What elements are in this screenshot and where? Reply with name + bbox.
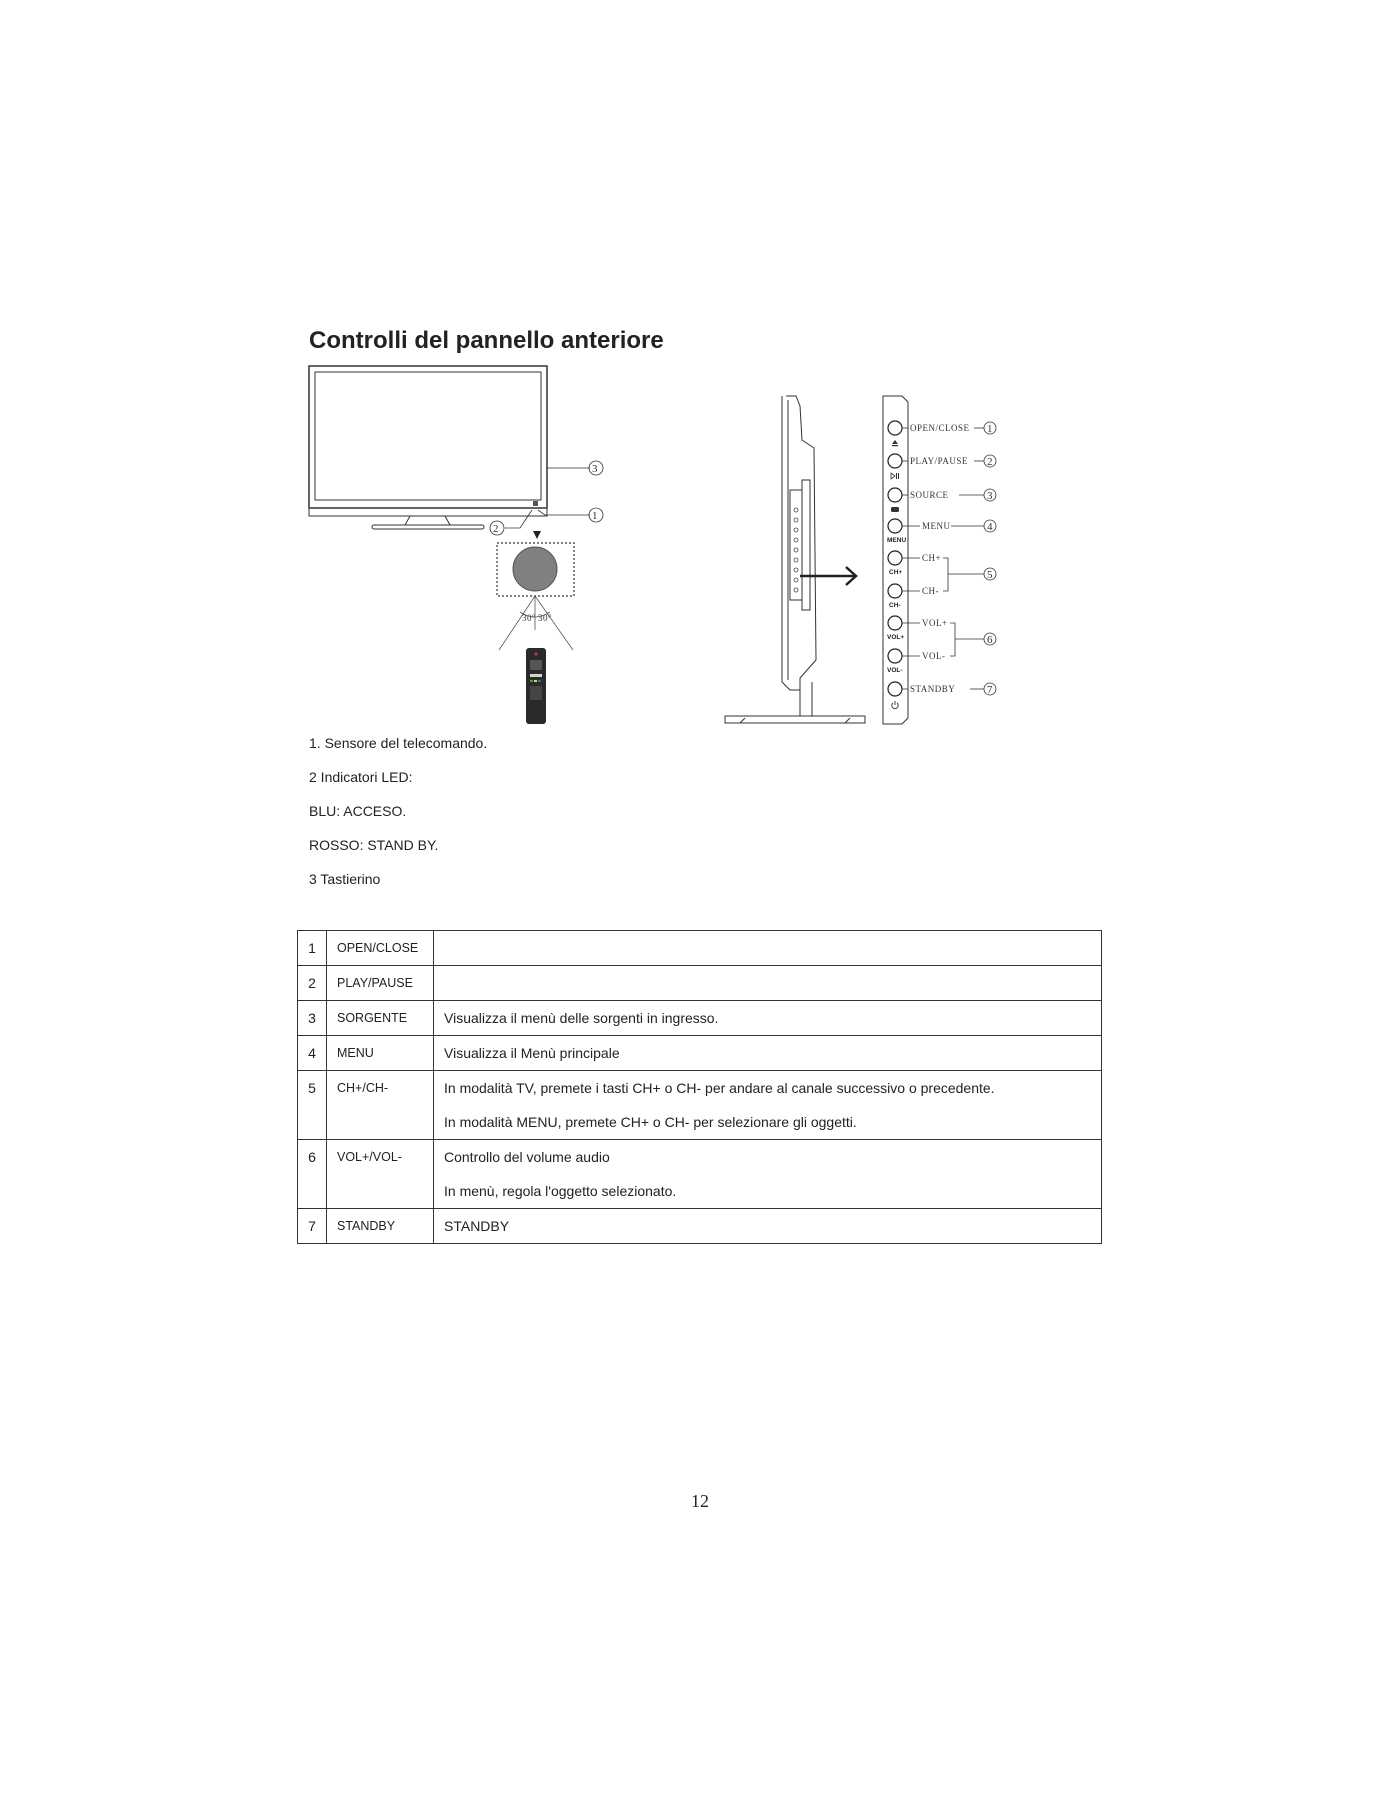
key-ch-down [888, 584, 902, 598]
notes-list [309, 734, 487, 904]
front-panel-figure [300, 360, 1060, 730]
btn-label-open-close: OPEN/CLOSE [910, 423, 970, 433]
row-description: Visualizza il Menù principale [444, 1045, 620, 1061]
side-callout-6: 6 [987, 634, 993, 646]
callout-2: 2 [493, 523, 499, 535]
side-callout-4: 4 [987, 521, 993, 533]
table-row [298, 1001, 1102, 1036]
keypad-buttons [887, 421, 905, 696]
note-keypad: 3 Tastierino [309, 871, 381, 887]
key-label-ch-down: CH- [889, 602, 901, 609]
side-callout-5: 5 [987, 569, 993, 581]
btn-label-source: SOURCE [910, 490, 949, 500]
tv-front-illustration [309, 366, 603, 535]
key-ch-up [888, 551, 902, 565]
btn-label-vol-up: VOL+ [922, 618, 948, 628]
arrow-right-icon [800, 567, 856, 585]
side-callout-2: 2 [987, 456, 993, 468]
row-description [434, 931, 1102, 966]
row-number: 2 [308, 975, 316, 991]
row-description [434, 966, 1102, 1001]
eject-icon [892, 440, 898, 446]
row-description: In menù, regola l'oggetto selezionato. [444, 1183, 677, 1199]
side-button-dots [794, 508, 798, 592]
remote-control-icon [526, 648, 546, 724]
row-number: 5 [308, 1080, 316, 1096]
page-number: 12 [691, 1491, 709, 1511]
table-row [298, 1071, 1102, 1140]
row-number: 4 [308, 1045, 316, 1061]
key-standby [888, 682, 902, 696]
callout-3: 3 [592, 463, 598, 475]
keys-table [297, 930, 1102, 1244]
key-label-menu: MENU [887, 537, 907, 544]
note-led-indicators: 2 Indicatori LED: [309, 769, 413, 785]
side-callout-3: 3 [987, 490, 993, 502]
key-label-vol-down: VOL- [887, 667, 903, 674]
row-key: OPEN/CLOSE [337, 941, 419, 955]
table-row [298, 1209, 1102, 1244]
note-remote-sensor: 1. Sensore del telecomando. [309, 735, 488, 751]
key-label-vol-up: VOL+ [887, 634, 905, 641]
row-number: 3 [308, 1010, 316, 1026]
row-key: SORGENTE [337, 1011, 408, 1025]
key-label-ch-up: CH+ [889, 569, 903, 576]
table-row [298, 966, 1102, 1001]
row-number: 6 [308, 1149, 316, 1165]
page-title: Controlli del pannello anteriore [309, 327, 664, 354]
power-icon [892, 701, 898, 709]
key-vol-up [888, 616, 902, 630]
row-description: STANDBY [444, 1218, 510, 1234]
key-play-pause [888, 454, 902, 468]
source-icon [891, 507, 899, 512]
row-key: STANDBY [337, 1219, 396, 1233]
row-key: CH+/CH- [337, 1081, 389, 1095]
btn-label-ch-up: CH+ [922, 553, 942, 563]
btn-label-menu: MENU [922, 521, 951, 531]
row-description: In modalità MENU, premete CH+ o CH- per selezionare gli oggetti. [444, 1114, 857, 1130]
table-row [298, 1036, 1102, 1071]
tv-side-illustration [725, 396, 865, 723]
row-key: VOL+/VOL- [337, 1150, 402, 1164]
key-vol-down [888, 649, 902, 663]
row-key: MENU [337, 1046, 374, 1060]
note-led-red: ROSSO: STAND BY. [309, 837, 439, 853]
table-row [298, 1140, 1102, 1209]
key-open-close [888, 421, 902, 435]
angle-lines [499, 596, 573, 650]
row-description: Visualizza il menù delle sorgenti in ingresso. [444, 1010, 719, 1026]
sensor-detail [497, 543, 574, 596]
arrow-down-icon [533, 531, 541, 539]
note-led-blue: BLU: ACCESO. [309, 803, 407, 819]
btn-label-play-pause: PLAY/PAUSE [910, 456, 968, 466]
table-row [298, 931, 1102, 966]
angle-left: 30° [522, 613, 537, 623]
angle-right: 30° [538, 613, 553, 623]
row-key: PLAY/PAUSE [337, 976, 413, 990]
key-source [888, 488, 902, 502]
btn-label-standby: STANDBY [910, 684, 956, 694]
btn-label-ch-down: CH- [922, 586, 939, 596]
side-callout-7: 7 [987, 684, 993, 696]
key-menu [888, 519, 902, 533]
row-description: In modalità TV, premete i tasti CH+ o CH- per andare al canale successivo o precedente. [444, 1080, 995, 1096]
row-number: 1 [308, 940, 316, 956]
play-pause-icon [891, 473, 899, 479]
btn-label-vol-down: VOL- [922, 651, 946, 661]
row-description: Controllo del volume audio [444, 1149, 610, 1165]
row-number: 7 [308, 1218, 316, 1234]
callout-1: 1 [592, 510, 598, 522]
side-callout-1: 1 [987, 423, 993, 435]
